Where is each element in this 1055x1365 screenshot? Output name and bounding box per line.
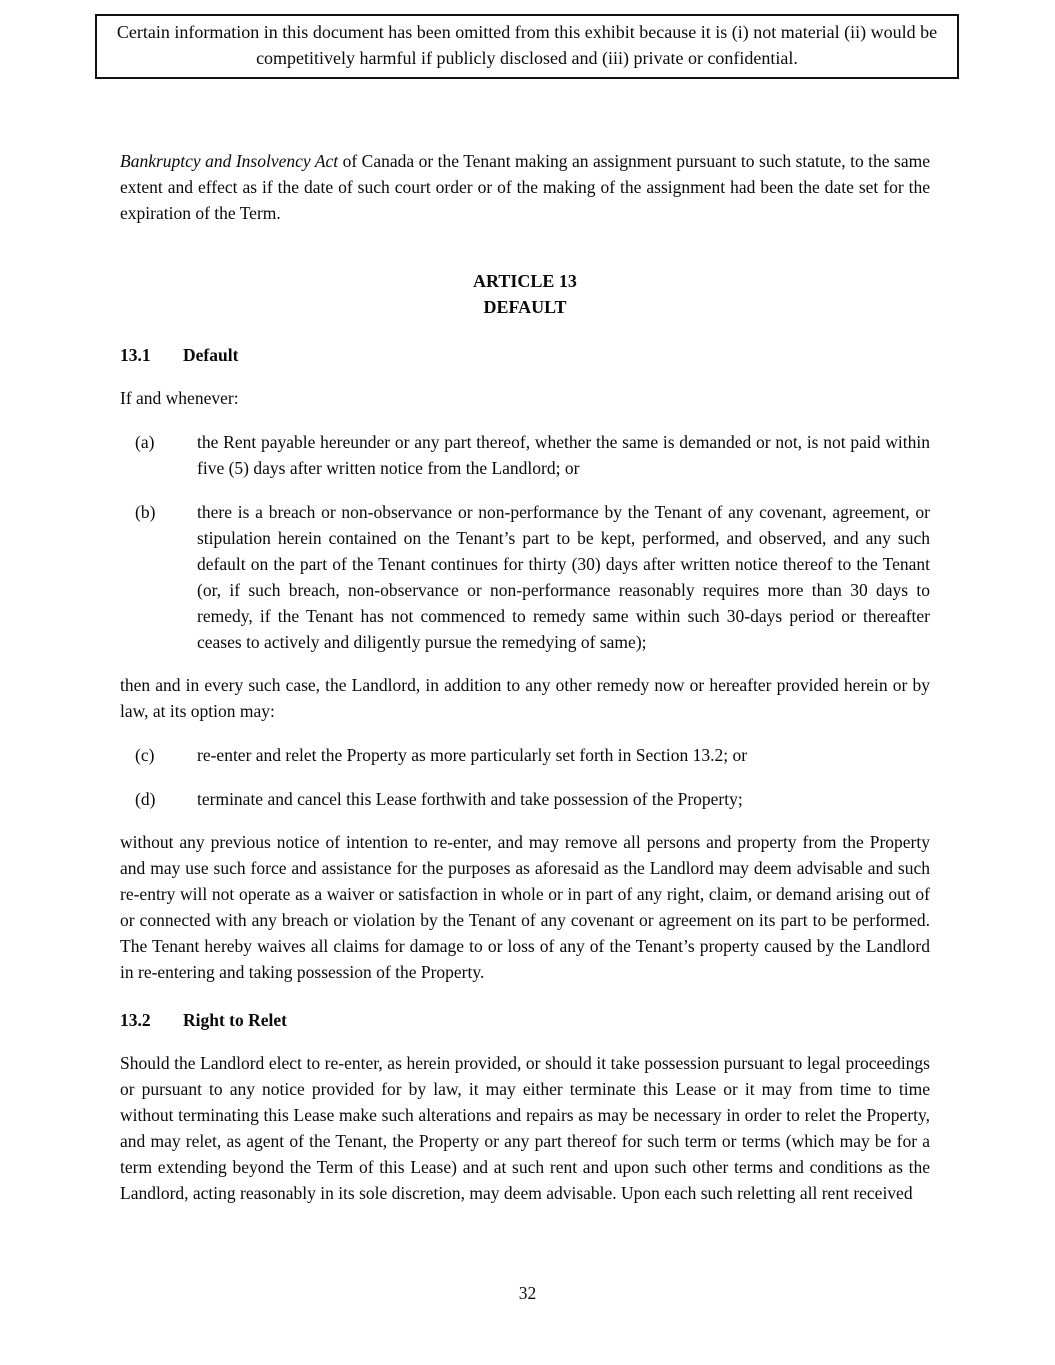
- intro-italic-lead: Bankruptcy and Insolvency Act: [120, 151, 339, 171]
- section-13-2-heading: [120, 1007, 930, 1033]
- list-item-a-text: the Rent payable hereunder or any part thereof, whether the same is demanded or not, is not paid within five (5) days after written notice from the Landlord; or: [197, 432, 930, 478]
- list-item-d-label: (d): [135, 789, 156, 809]
- list-item-c-label: (c): [135, 745, 155, 765]
- document-body: [120, 72, 930, 1206]
- section-13-1-closing: without any previous notice of intention to re-enter, and may remove all persons and property from the Property and may use such force and assistance for the purposes as aforesaid as the Landlord may deem advisable and such re-entry will not operate as a waiver or satisfaction in whole or in part of any right, claim, or demand arising out of or connected with any breach or violation by the Tenant of any covenant or agreement on its part to be performed. The Tenant hereby waives all claims for damage to or loss of any of the Tenant’s property caused by the Landlord in re-entering and taking possession of the Property.: [120, 832, 930, 982]
- confidentiality-notice-text: Certain information in this document has been omitted from this exhibit because it is (i) not material (ii) would be competitively harmful if publicly disclosed and (iii) private or confidential.: [116, 22, 938, 68]
- article-title: ARTICLE 13: [473, 271, 577, 291]
- intro-paragraph: [120, 148, 930, 226]
- list-item-b-label: (b): [135, 502, 156, 522]
- section-13-1-title: Default: [183, 345, 239, 365]
- page-number: 32: [518, 1283, 537, 1303]
- list-item-a: [135, 429, 930, 481]
- list-item-c: [135, 742, 930, 768]
- article-heading: [120, 268, 930, 320]
- list-item-d: [135, 786, 930, 812]
- section-13-1-middle: then and in every such case, the Landlord, in addition to any other remedy now or hereafter provided herein or by law, at its option may:: [120, 675, 930, 721]
- section-13-2-body: Should the Landlord elect to re-enter, as herein provided, or should it take possession pursuant to legal proceedings or pursuant to any notice provided for by law, it may either terminate this Lease or it may from time to time without terminating this Lease make such alterations and repairs as may be necessary in order to relet the Property, and may relet, as agent of the Tenant, the Property or any part thereof for such term or terms (which may be for a term extending beyond the Term of this Lease) and at such rent and upon such other terms and conditions as the Landlord, acting reasonably in its sole discretion, may deem advisable. Upon each such reletting all rent received: [120, 1053, 930, 1203]
- intro-paragraph-text: of Canada or the Tenant making an assignment pursuant to such statute, to the same extent and effect as if the date of such court order or of the making of the assignment had been the date set for the expiration of the Term.: [120, 151, 930, 223]
- section-13-1-number: 13.1: [120, 345, 151, 365]
- section-13-1-lead: If and whenever:: [120, 388, 239, 408]
- list-item-b-text: there is a breach or non-observance or non-performance by the Tenant of any covenant, agreement, or stipulation herein contained on the Tenant’s part to be kept, performed, and observed, and any such default on the part of the Tenant continues for thirty (30) days after written notice thereof to the Tenant (or, if such breach, non-observance or non-performance reasonably requires more than 30 days to remedy, if the Tenant has not commenced to remedy same within such 30-days period or thereafter ceases to actively and diligently pursue the remedying of same);: [197, 502, 930, 652]
- list-item-b: [135, 499, 930, 655]
- section-13-1-heading: [120, 342, 930, 368]
- confidentiality-notice: [95, 14, 959, 79]
- section-13-2-number: 13.2: [120, 1010, 151, 1030]
- section-13-2-title: Right to Relet: [183, 1010, 288, 1030]
- article-subtitle: DEFAULT: [483, 297, 567, 317]
- list-item-a-label: (a): [135, 432, 155, 452]
- list-item-c-text: re-enter and relet the Property as more particularly set forth in Section 13.2; or: [197, 745, 748, 765]
- list-item-d-text: terminate and cancel this Lease forthwith and take possession of the Property;: [197, 789, 743, 809]
